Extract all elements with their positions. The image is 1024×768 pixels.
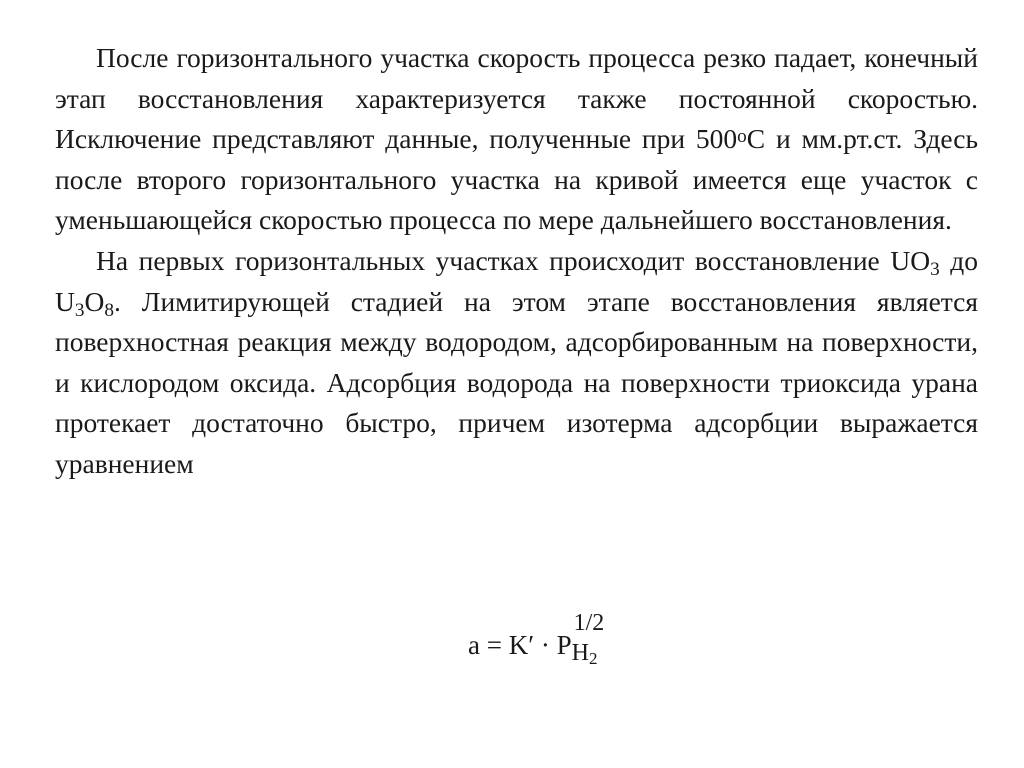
paragraph-1-text-b: С и мм.рт.ст. Здесь после второго горизонтального участка на кривой имеется еще участок с уменьшающейся скоростью процесса по мере дальнейшего восстановления.	[55, 123, 978, 236]
formula-u3o8	[55, 285, 114, 321]
equation-subscript-h: H	[571, 640, 589, 666]
equation-subscript-index: 2	[588, 649, 598, 668]
paragraph-2-text-a: На первых горизонтальных участках происходит восстановление	[96, 244, 891, 276]
paragraph-2-text-do: до	[939, 244, 979, 276]
o-base: O	[84, 285, 105, 317]
adsorption-equation	[468, 610, 612, 668]
uo-base: UO	[890, 244, 931, 276]
paragraph-2-text-b: . Лимитирующей стадией на этом этапе восстановления является поверхностная реакция между водородом, адсорбированным на поверхности, и кислородом оксида. Адсорбция водорода на поверхности триоксида урана протекает достаточно быстро, причем изотерма адсорбции выражается уравнением	[55, 285, 978, 479]
equation-exponent: 1/2	[573, 610, 605, 636]
equation-subscript	[572, 640, 598, 669]
degree-superscript: о	[737, 126, 747, 148]
equation-lhs: a = K′ · P	[468, 630, 572, 660]
paragraph-1	[55, 38, 978, 241]
equation-scripts	[571, 610, 612, 668]
uo-subscript: 3	[930, 258, 940, 280]
paragraph-2	[55, 241, 978, 485]
u-base: U	[55, 285, 75, 317]
formula-uo3	[890, 244, 940, 280]
paragraph-1-text-a: После горизонтального участка скорость процесса резко падает, конечный этап восстановления характеризуется также постоянной скоростью. Исключение представляют данные, полученные при 500	[55, 42, 978, 155]
u-subscript: 3	[74, 299, 85, 321]
o-subscript: 8	[104, 299, 114, 321]
